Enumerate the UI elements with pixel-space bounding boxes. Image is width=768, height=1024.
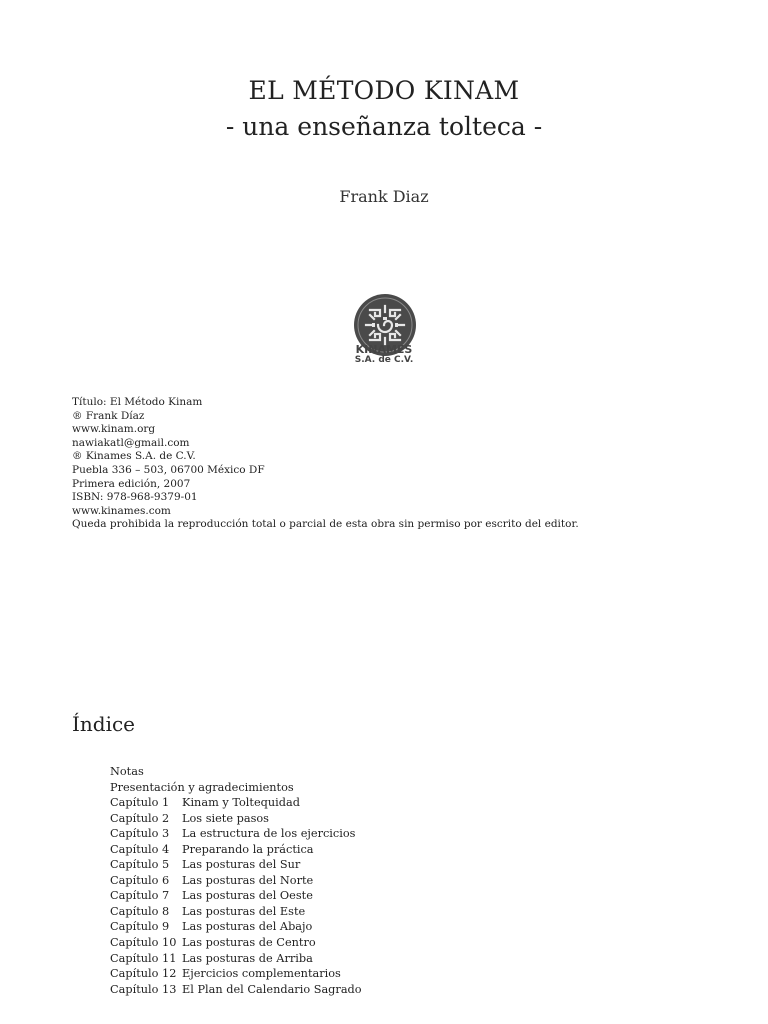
toc-entry	[110, 966, 362, 982]
toc-entry	[110, 842, 362, 858]
toc-entry-label: Capítulo 4	[110, 842, 170, 856]
toc-entry-title: El Plan del Calendario Sagrado	[182, 982, 362, 996]
credit-line-title: Título: El Método Kinam	[72, 396, 203, 408]
credit-line-publisher: ® Kinames S.A. de C.V.	[72, 450, 196, 463]
toc-entry-label: Capítulo 1	[110, 796, 170, 810]
copyright-credits	[72, 396, 579, 532]
book-subtitle: - una enseñanza tolteca -	[225, 112, 543, 141]
toc-entry	[110, 780, 362, 796]
credit-line-address: Puebla 336 – 503, 06700 México DF	[72, 463, 265, 476]
toc-entry-label: Capítulo 9	[110, 920, 170, 934]
credit-line-publisher-website: www.kinames.com	[72, 504, 171, 517]
toc-entry-title: Las posturas del Sur	[182, 858, 301, 872]
credit-line-rights-notice: Queda prohibida la reproducción total o parcial de esta obra sin permiso por escrito del editor.	[72, 518, 579, 531]
toc-entry-label: Capítulo 2	[110, 811, 170, 825]
credit-line-copyright: ® Frank Díaz	[72, 409, 145, 422]
toc-entry-title: Ejercicios complementarios	[182, 967, 341, 981]
toc-entry	[110, 764, 362, 780]
toc-entry	[110, 873, 362, 889]
toc-entry-title: La estructura de los ejercicios	[182, 827, 356, 841]
toc-entry	[110, 919, 362, 935]
credit-line-email: nawiakatl@gmail.com	[72, 436, 190, 449]
toc-entry-label: Notas	[110, 765, 144, 778]
toc-entry	[110, 951, 362, 967]
toc-entry	[110, 888, 362, 904]
toc-entry	[110, 811, 362, 827]
credit-line-edition: Primera edición, 2007	[72, 477, 191, 490]
toc-entry-label: Capítulo 3	[110, 827, 170, 841]
toc-entry-label: Capítulo 7	[110, 889, 170, 903]
author-name: Frank Diaz	[339, 187, 429, 206]
toc-entry-label: Capítulo 12	[110, 967, 177, 981]
toc-entry-label: Capítulo 8	[110, 904, 170, 918]
toc-entry-title: Los siete pasos	[182, 811, 269, 825]
toc-entry-title: Las posturas de Centro	[182, 936, 316, 950]
toc-entry	[110, 795, 362, 811]
index-heading: Índice	[72, 712, 136, 736]
toc-entry-title: Kinam y Toltequidad	[182, 796, 300, 810]
publisher-logo-subtitle: S.A. de C.V.	[354, 355, 414, 365]
toc-entry-title: Las posturas del Oeste	[182, 889, 313, 903]
toc-entry-title: Preparando la práctica	[182, 842, 314, 856]
credit-line-isbn: ISBN: 978-968-9379-01	[72, 491, 198, 504]
toc-entry-label: Capítulo 5	[110, 858, 170, 872]
table-of-contents	[110, 764, 362, 997]
toc-entry-label: Capítulo 13	[110, 982, 177, 996]
toc-entry	[110, 982, 362, 998]
toc-entry	[110, 857, 362, 873]
publisher-logo-name: KINAMES	[355, 343, 413, 356]
toc-entry-title: Las posturas de Arriba	[182, 951, 313, 965]
toc-entry-label: Capítulo 10	[110, 936, 177, 950]
toc-entry-title: Las posturas del Norte	[182, 873, 314, 887]
toc-entry	[110, 935, 362, 951]
toc-entry-label: Capítulo 11	[110, 951, 177, 965]
credit-line-website: www.kinam.org	[72, 423, 156, 436]
toc-entry-label: Presentación y agradecimientos	[110, 780, 294, 794]
toc-entry	[110, 904, 362, 920]
toc-entry-title: Las posturas del Abajo	[182, 920, 313, 934]
toc-entry-label: Capítulo 6	[110, 873, 170, 887]
toc-entry	[110, 826, 362, 842]
toc-entry-title: Las posturas del Este	[182, 904, 306, 918]
book-title: EL MÉTODO KINAM	[248, 76, 520, 105]
